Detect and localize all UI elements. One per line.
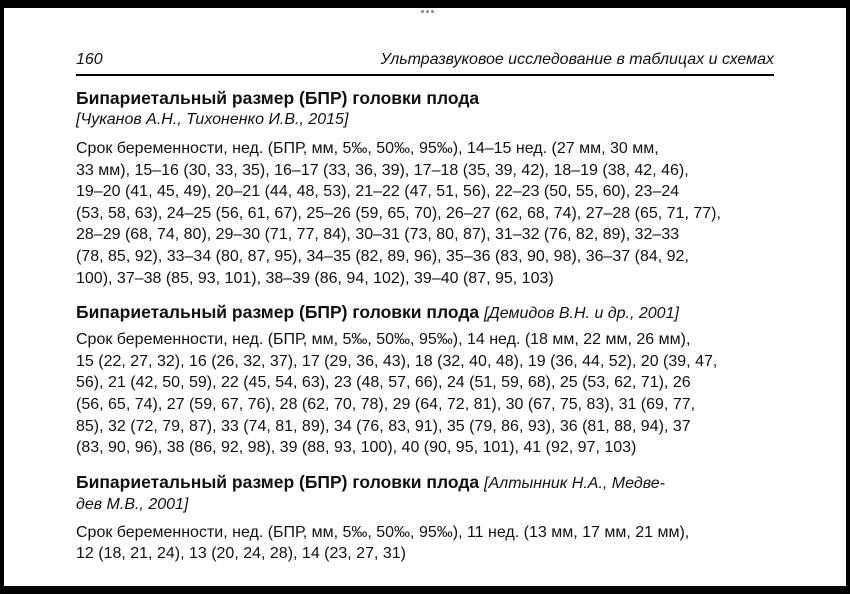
section-body: [76, 329, 776, 459]
section-altynnik: [76, 472, 776, 565]
text-line: 19–20 (41, 45, 49), 20–21 (44, 48, 53), 21–22 (47, 51, 56), 22–23 (50, 55, 60), 23–24: [76, 183, 680, 201]
text-line: Срок беременности, нед. (БПР, мм, 5‰, 50‰, 95‰), 14–15 нед. (27 мм, 30 мм,: [76, 140, 659, 157]
section-title: Бипариетальный размер (БПР) головки плода: [76, 88, 480, 108]
text-line: (78, 85, 92), 33–34 (80, 87, 95), 34–35 (82, 89, 96), 35–36 (83, 90, 98), 36–37 (84, 92,: [76, 247, 689, 265]
section-title: Бипариетальный размер (БПР) головки плода: [76, 302, 480, 323]
page-number: 160: [76, 51, 103, 68]
section-citation-continued: дев М.В., 2001]: [76, 495, 189, 513]
text-line: 15 (22, 27, 32), 16 (26, 32, 37), 17 (29, 36, 43), 18 (32, 40, 48), 19 (36, 44, 52), 20 (39, 47,: [76, 352, 718, 370]
section-citation: [Демидов В.Н. и др., 2001]: [484, 305, 679, 323]
text-line: 33 мм), 15–16 (30, 33, 35), 16–17 (33, 36, 39), 17–18 (35, 39, 42), 18–19 (38, 42, 46),: [76, 161, 689, 179]
section-chukanov: [76, 88, 776, 289]
text-line: 56), 21 (42, 50, 59), 22 (45, 54, 63), 23 (48, 57, 66), 24 (51, 59, 68), 25 (53, 62, 71), 26: [76, 374, 691, 392]
text-line: (56, 65, 74), 27 (59, 67, 76), 28 (62, 70, 78), 29 (64, 72, 81), 30 (67, 75, 83), 31 (69, 77,: [76, 395, 696, 413]
section-heading-line: [76, 472, 776, 494]
text-line: Срок беременности, нед. (БПР, мм, 5‰, 50‰, 95‰), 14 нед. (18 мм, 22 мм, 26 мм),: [76, 331, 691, 349]
page-header: [76, 50, 774, 76]
running-title: Ультразвуковое исследование в таблицах и схемах: [380, 51, 774, 68]
section-heading-line: [76, 302, 776, 324]
page-content: [76, 88, 776, 565]
section-citation: [Чуканов А.Н., Тихоненко И.В., 2015]: [76, 111, 349, 128]
text-line: (53, 58, 63), 24–25 (56, 61, 67), 25–26 (59, 65, 70), 26–27 (62, 68, 74), 27–28 (65, 71, 77),: [76, 204, 721, 222]
section-body: [76, 138, 776, 289]
text-line: Срок беременности, нед. (БПР, мм, 5‰, 50‰, 95‰), 11 нед. (13 мм, 17 мм, 21 мм),: [76, 523, 690, 541]
text-line: 100), 37–38 (85, 93, 101), 38–39 (86, 94, 102), 39–40 (87, 95, 103): [76, 269, 554, 287]
section-body: [76, 522, 776, 565]
scroll-grip-icon: [421, 10, 437, 14]
text-line: 28–29 (68, 74, 80), 29–30 (71, 77, 84), 30–31 (73, 80, 87), 31–32 (76, 82, 89), 32–33: [76, 226, 680, 244]
text-line: 85), 32 (72, 79, 87), 33 (74, 81, 89), 34 (76, 83, 91), 35 (79, 86, 93), 36 (81, 88, 94), 37: [76, 417, 691, 435]
text-line: (83, 90, 96), 38 (86, 92, 98), 39 (88, 93, 100), 40 (90, 95, 101), 41 (92, 97, 103): [76, 439, 637, 457]
section-demidov: [76, 302, 776, 459]
document-page: [4, 8, 846, 586]
text-line: 12 (18, 21, 24), 13 (20, 24, 28), 14 (23, 27, 31): [76, 545, 406, 563]
section-title: Бипариетальный размер (БПР) головки плода: [76, 471, 480, 492]
section-citation: [Алтынник Н.А., Медве-: [484, 474, 665, 492]
